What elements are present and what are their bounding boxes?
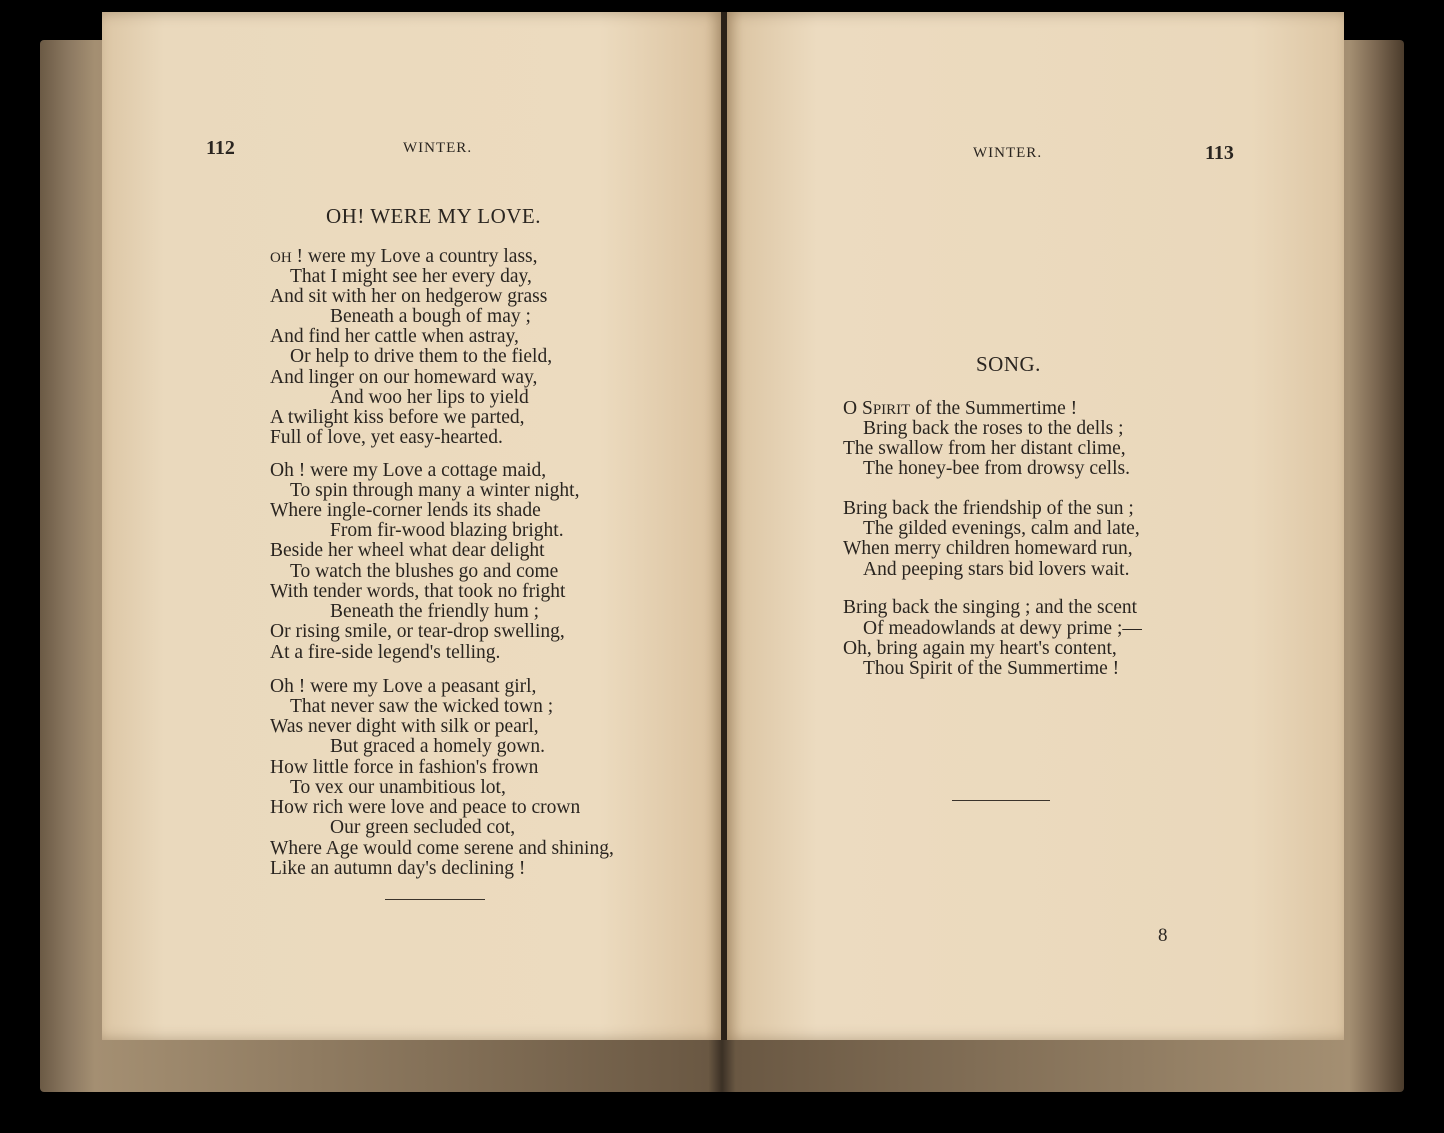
poem-line: That I might see her every day,	[290, 266, 532, 287]
small-caps-word: PIRIT	[872, 402, 911, 418]
book-gutter	[721, 12, 727, 1040]
poem-line: Thou Spirit of the Summertime !	[863, 658, 1120, 679]
poem-line: To watch the blushes go and come	[290, 561, 559, 582]
running-head-left: WINTER.	[403, 140, 473, 156]
poem-line: Of meadowlands at dewy prime ;—	[863, 618, 1142, 639]
poem-line: Where Age would come serene and shining,	[270, 838, 614, 859]
poem-line: To spin through many a winter night,	[290, 480, 580, 501]
poem-line: Full of love, yet easy-hearted.	[270, 427, 503, 448]
poem-line: How little force in fashion's frown	[270, 757, 539, 778]
running-head-right: WINTER.	[973, 145, 1043, 161]
poem-line: Bring back the singing ; and the scent	[843, 597, 1138, 618]
poem-line: Or rising smile, or tear-drop swelling,	[270, 621, 565, 642]
poem-line: The gilded evenings, calm and late,	[863, 518, 1140, 539]
poem-line: And woo her lips to yield	[330, 387, 529, 408]
poem-line: To vex our unambitious lot,	[290, 777, 506, 798]
poem-line: Oh, bring again my heart's content,	[843, 638, 1117, 659]
poem-line: But graced a homely gown.	[330, 736, 545, 757]
section-rule	[952, 800, 1050, 801]
poem-line: Like an autumn day's declining !	[270, 858, 526, 879]
poem-line: Where ingle-corner lends its shade	[270, 500, 541, 521]
poem-line: Beneath a bough of may ;	[330, 306, 531, 327]
poem-line: The honey-bee from drowsy cells.	[863, 458, 1130, 479]
section-rule	[385, 899, 485, 900]
poem-line: From fir-wood blazing bright.	[330, 520, 564, 541]
poem-line: And peeping stars bid lovers wait.	[863, 559, 1130, 580]
poem-line: Bring back the friendship of the sun ;	[843, 498, 1134, 519]
poem-title-right: SONG.	[976, 352, 1041, 376]
poem-line: O SPIRIT of the Summertime !	[843, 398, 1078, 419]
poem-line: Beside her wheel what dear delight	[270, 540, 545, 561]
page-number-right: 113	[1205, 142, 1234, 164]
poem-line: Or help to drive them to the field,	[290, 346, 553, 367]
poem-line: At a fire-side legend's telling.	[270, 642, 501, 663]
poem-line: How rich were love and peace to crown	[270, 797, 581, 818]
poem-line: And sit with her on hedgerow grass	[270, 286, 548, 307]
poem-line: A twilight kiss before we parted,	[270, 407, 525, 428]
poem-line: Was never dight with silk or pearl,	[270, 716, 539, 737]
poem-line: That never saw the wicked town ;	[290, 696, 554, 717]
page-number-left: 112	[206, 137, 235, 159]
poem-title-left: OH! WERE MY LOVE.	[326, 204, 541, 228]
poem-line: OH ! were my Love a country lass,	[270, 246, 538, 267]
poem-line: With tender words, that took no fright	[270, 581, 566, 602]
small-caps-word: OH	[270, 250, 292, 266]
poem-line: The swallow from her distant clime,	[843, 438, 1126, 459]
poem-line: Oh ! were my Love a cottage maid,	[270, 460, 547, 481]
poem-line: When merry children homeward run,	[843, 538, 1133, 559]
poem-line: And linger on our homeward way,	[270, 367, 538, 388]
signature-mark: 8	[1158, 925, 1168, 946]
poem-line: Our green secluded cot,	[330, 817, 516, 838]
poem-line: And find her cattle when astray,	[270, 326, 519, 347]
poem-line: Oh ! were my Love a peasant girl,	[270, 676, 537, 697]
poem-line: Beneath the friendly hum ;	[330, 601, 540, 622]
poem-line: Bring back the roses to the dells ;	[863, 418, 1124, 439]
